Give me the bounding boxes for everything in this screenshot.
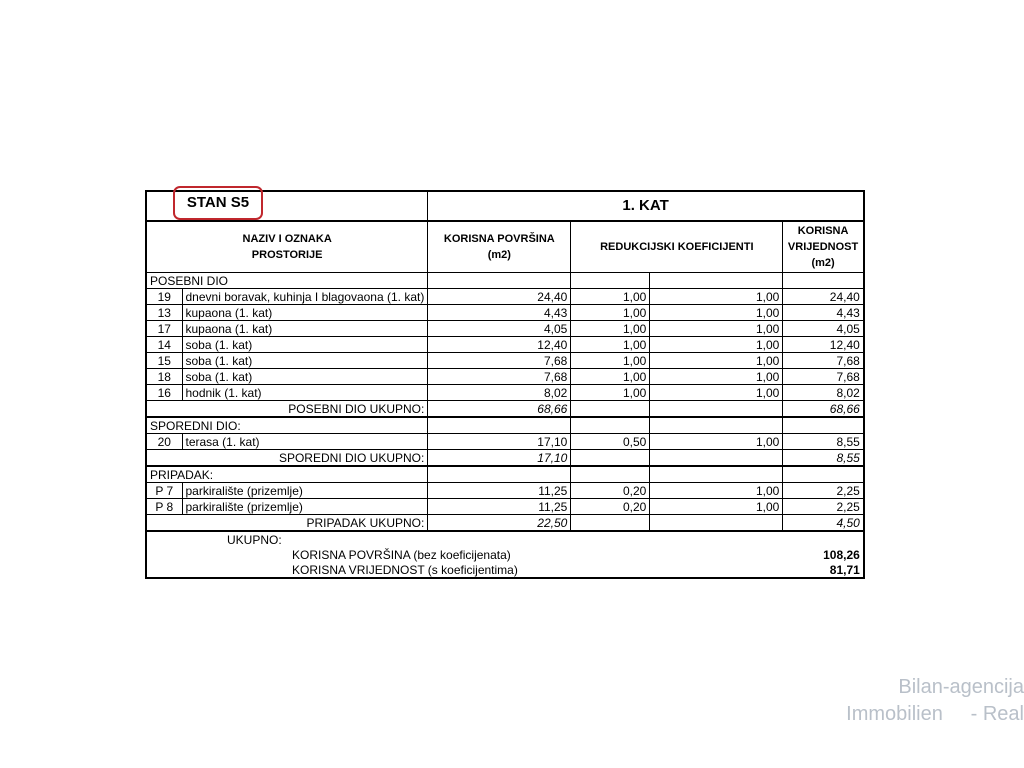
empty-cell xyxy=(650,515,783,532)
room-name: kupaona (1. kat) xyxy=(182,305,428,321)
table-row xyxy=(146,385,864,401)
empty-cell xyxy=(571,401,650,418)
room-value: 7,68 xyxy=(783,353,864,369)
room-coef-2: 1,00 xyxy=(650,353,783,369)
section-label-row xyxy=(146,466,864,483)
summary-area-label: KORISNA POVRŠINA (bez koeficijenata) xyxy=(292,547,511,562)
table-row xyxy=(146,289,864,305)
room-coef-1: 1,00 xyxy=(571,289,650,305)
section-label: PRIPADAK: xyxy=(146,466,428,483)
subtotal-area: 68,66 xyxy=(428,401,571,418)
subtotal-area: 22,50 xyxy=(428,515,571,532)
room-coef-1: 0,20 xyxy=(571,499,650,515)
room-coef-1: 0,20 xyxy=(571,483,650,499)
empty-cell xyxy=(571,515,650,532)
room-value: 24,40 xyxy=(783,289,864,305)
room-coef-2: 1,00 xyxy=(650,483,783,499)
room-area: 4,43 xyxy=(428,305,571,321)
subtotal-row xyxy=(146,515,864,532)
empty-cell xyxy=(571,273,650,289)
header-row xyxy=(146,221,864,273)
summary-value-label: KORISNA VRIJEDNOST (s koeficijentima) xyxy=(292,562,518,577)
summary-area-row xyxy=(146,547,864,562)
table-row xyxy=(146,321,864,337)
summary-label: UKUPNO: xyxy=(227,532,282,547)
header-value: KORISNA VRIJEDNOST (m2) xyxy=(783,221,864,273)
room-name: kupaona (1. kat) xyxy=(182,321,428,337)
summary-label-row xyxy=(146,531,864,547)
empty-cell xyxy=(650,273,783,289)
subtotal-label: POSEBNI DIO UKUPNO: xyxy=(146,401,428,418)
room-area: 24,40 xyxy=(428,289,571,305)
summary-value-row xyxy=(146,562,864,578)
room-value: 8,02 xyxy=(783,385,864,401)
room-coef-2: 1,00 xyxy=(650,289,783,305)
subtotal-area: 17,10 xyxy=(428,450,571,467)
room-id: P 7 xyxy=(146,483,182,499)
room-area: 17,10 xyxy=(428,434,571,450)
table-row xyxy=(146,337,864,353)
section-label-row xyxy=(146,417,864,434)
section-label: POSEBNI DIO xyxy=(146,273,428,289)
room-id: 14 xyxy=(146,337,182,353)
room-id: 17 xyxy=(146,321,182,337)
empty-cell xyxy=(650,401,783,418)
room-name: soba (1. kat) xyxy=(182,337,428,353)
empty-cell xyxy=(571,466,650,483)
room-value: 8,55 xyxy=(783,434,864,450)
room-area: 8,02 xyxy=(428,385,571,401)
room-coef-1: 0,50 xyxy=(571,434,650,450)
room-value: 2,25 xyxy=(783,499,864,515)
empty-cell xyxy=(428,466,571,483)
table-row xyxy=(146,434,864,450)
header-name: NAZIV I OZNAKA PROSTORIJE xyxy=(146,221,428,273)
empty-cell xyxy=(650,466,783,483)
room-id: 16 xyxy=(146,385,182,401)
subtotal-row xyxy=(146,450,864,467)
subtotal-label: SPOREDNI DIO UKUPNO: xyxy=(146,450,428,467)
room-coef-2: 1,00 xyxy=(650,499,783,515)
room-coef-2: 1,00 xyxy=(650,305,783,321)
table-row xyxy=(146,305,864,321)
subtotal-value: 4,50 xyxy=(783,515,864,532)
room-coef-2: 1,00 xyxy=(650,434,783,450)
room-name: soba (1. kat) xyxy=(182,369,428,385)
room-area: 12,40 xyxy=(428,337,571,353)
room-id: P 8 xyxy=(146,499,182,515)
room-name: hodnik (1. kat) xyxy=(182,385,428,401)
empty-cell xyxy=(650,417,783,434)
room-coef-2: 1,00 xyxy=(650,385,783,401)
section-label-row xyxy=(146,273,864,289)
table-row xyxy=(146,369,864,385)
room-coef-1: 1,00 xyxy=(571,337,650,353)
room-id: 18 xyxy=(146,369,182,385)
section-label: SPOREDNI DIO: xyxy=(146,417,428,434)
empty-cell xyxy=(428,417,571,434)
room-value: 2,25 xyxy=(783,483,864,499)
room-area: 4,05 xyxy=(428,321,571,337)
room-area: 11,25 xyxy=(428,499,571,515)
empty-cell xyxy=(783,466,864,483)
floor-title: 1. KAT xyxy=(428,191,864,221)
room-coef-2: 1,00 xyxy=(650,337,783,353)
room-coef-1: 1,00 xyxy=(571,305,650,321)
area-table xyxy=(145,190,865,579)
room-area: 7,68 xyxy=(428,369,571,385)
room-name: soba (1. kat) xyxy=(182,353,428,369)
subtotal-value: 8,55 xyxy=(783,450,864,467)
room-name: dnevni boravak, kuhinja I blagovaona (1. kat) xyxy=(182,289,428,305)
watermark-line1: Bilan-agencija xyxy=(898,676,1024,698)
table-row xyxy=(146,483,864,499)
room-coef-1: 1,00 xyxy=(571,369,650,385)
empty-cell xyxy=(428,273,571,289)
empty-cell xyxy=(783,273,864,289)
empty-cell xyxy=(571,417,650,434)
room-coef-1: 1,00 xyxy=(571,321,650,337)
subtotal-row xyxy=(146,401,864,418)
room-id: 20 xyxy=(146,434,182,450)
room-value: 4,05 xyxy=(783,321,864,337)
room-area: 11,25 xyxy=(428,483,571,499)
room-value: 7,68 xyxy=(783,369,864,385)
room-coef-1: 1,00 xyxy=(571,353,650,369)
room-id: 19 xyxy=(146,289,182,305)
subtotal-value: 68,66 xyxy=(783,401,864,418)
empty-cell xyxy=(571,450,650,467)
room-value: 12,40 xyxy=(783,337,864,353)
subtotal-label: PRIPADAK UKUPNO: xyxy=(146,515,428,532)
watermark-line2: Immobilien - Real xyxy=(846,703,1024,725)
room-coef-2: 1,00 xyxy=(650,369,783,385)
empty-cell xyxy=(650,450,783,467)
header-area: KORISNA POVRŠINA (m2) xyxy=(428,221,571,273)
room-coef-1: 1,00 xyxy=(571,385,650,401)
stan-title: STAN S5 xyxy=(186,194,250,211)
room-name: parkiralište (prizemlje) xyxy=(182,499,428,515)
table-row xyxy=(146,353,864,369)
room-value: 4,43 xyxy=(783,305,864,321)
room-area: 7,68 xyxy=(428,353,571,369)
room-name: terasa (1. kat) xyxy=(182,434,428,450)
table-row xyxy=(146,499,864,515)
header-coef: REDUKCIJSKI KOEFICIJENTI xyxy=(571,221,783,273)
room-id: 13 xyxy=(146,305,182,321)
empty-cell xyxy=(783,417,864,434)
room-coef-2: 1,00 xyxy=(650,321,783,337)
room-id: 15 xyxy=(146,353,182,369)
room-name: parkiralište (prizemlje) xyxy=(182,483,428,499)
summary-value-value: 81,71 xyxy=(829,562,860,577)
summary-area-value: 108,26 xyxy=(823,547,860,562)
